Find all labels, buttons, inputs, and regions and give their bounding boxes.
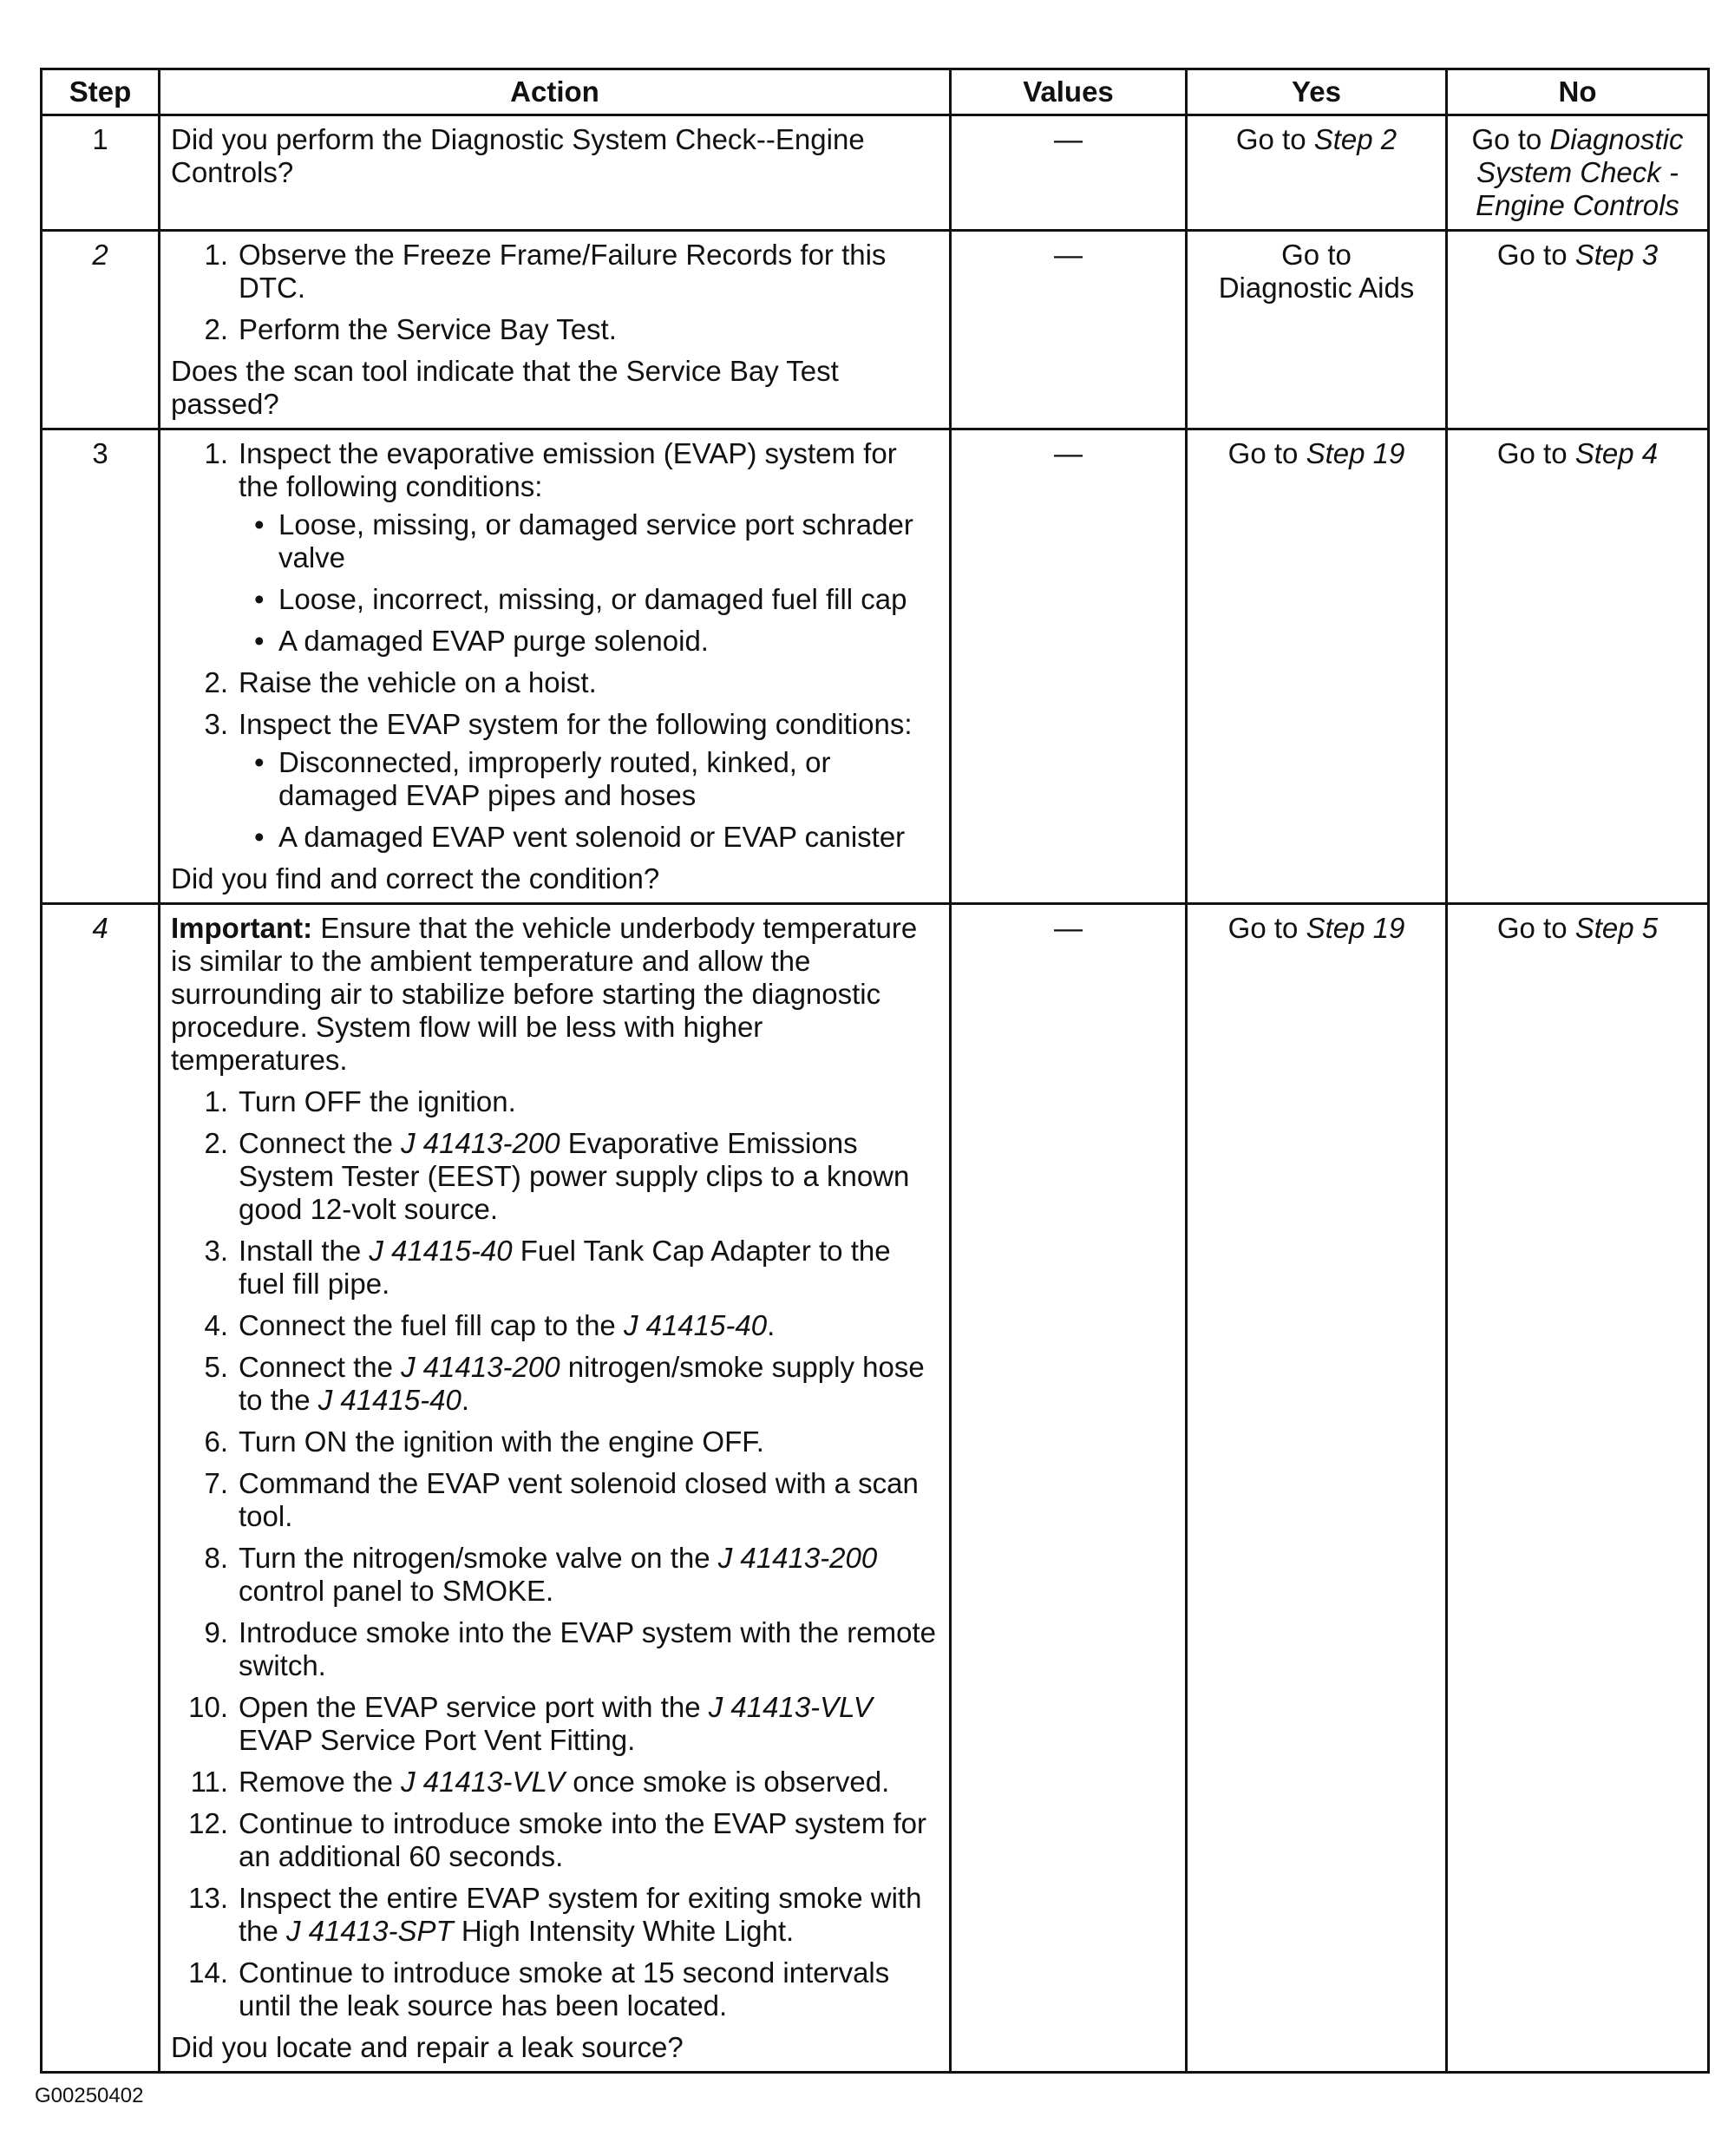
list-item: 8. Turn the nitrogen/smoke valve on the J 41413-200 control panel to SMOKE.	[204, 1542, 878, 1607]
step-number: 4	[42, 904, 160, 2073]
action-cell	[160, 231, 951, 429]
bullet-item: • A damaged EVAP vent solenoid or EVAP canister	[239, 821, 939, 854]
values-cell: —	[951, 904, 1187, 2073]
tool-reference: J 41413-200	[717, 1542, 878, 1574]
yes-prefix: Go to	[1281, 239, 1352, 271]
step-number: 1	[42, 115, 160, 231]
yes-link[interactable]: Step 2	[1313, 123, 1397, 155]
list-item: 1. Turn OFF the ignition.	[204, 1085, 516, 1117]
no-prefix: Go to	[1496, 437, 1575, 469]
no-cell	[1447, 904, 1709, 2073]
yes-cell	[1187, 429, 1447, 904]
no-cell	[1447, 231, 1709, 429]
list-item: 4. Connect the fuel fill cap to the J 41415-40.	[204, 1309, 776, 1341]
tool-reference: J 41413-VLV	[708, 1691, 873, 1723]
list-item: 14. Continue to introduce smoke at 15 second intervals until the leak source has been located.	[188, 1956, 890, 2022]
list-item: 12. Continue to introduce smoke into the EVAP system for an additional 60 seconds.	[188, 1807, 927, 1872]
list-item: 10. Open the EVAP service port with the J 41413-VLV EVAP Service Port Vent Fitting.	[188, 1691, 873, 1756]
bullet-item: • Loose, missing, or damaged service port schrader valve	[239, 508, 939, 574]
no-prefix: Go to	[1471, 123, 1550, 155]
list-item: 7. Command the EVAP vent solenoid closed with a scan tool.	[204, 1467, 919, 1532]
action-question: Does the scan tool indicate that the Service Bay Test passed?	[171, 355, 839, 420]
condition-bullets	[239, 746, 939, 854]
list-item: 2. Perform the Service Bay Test.	[204, 313, 617, 345]
header-no: No	[1447, 69, 1709, 115]
list-item: 1. Inspect the evaporative emission (EVAP) system for the following conditions: • Loose, missing, or damaged service port schrader valve • Loose, incorrect, missing, or damaged fuel fill cap • A damaged EVAP purge solenoid.	[171, 437, 939, 658]
no-link[interactable]: Diagnostic System Check - Engine Controls	[1476, 123, 1684, 221]
action-cell	[160, 904, 951, 2073]
list-item: 6. Turn ON the ignition with the engine OFF.	[204, 1425, 764, 1458]
yes-link[interactable]: Diagnostic Aids	[1218, 272, 1415, 304]
values-cell: —	[951, 429, 1187, 904]
tool-reference: J 41413-VLV	[401, 1766, 566, 1798]
step-number: 3	[42, 429, 160, 904]
list-item: 13. Inspect the entire EVAP system for exiting smoke with the J 41413-SPT High Intensity White Light.	[188, 1882, 922, 1947]
tool-reference: J 41413-200	[401, 1351, 560, 1383]
yes-prefix: Go to	[1227, 912, 1306, 944]
no-link[interactable]: Step 4	[1574, 437, 1659, 469]
yes-cell	[1187, 904, 1447, 2073]
tool-reference: J 41415-40	[317, 1384, 461, 1416]
bullet-item: • Loose, incorrect, missing, or damaged fuel fill cap	[239, 583, 939, 616]
bullet-item: • A damaged EVAP purge solenoid.	[239, 625, 939, 658]
yes-cell	[1187, 231, 1447, 429]
action-question: Did you perform the Diagnostic System Check--Engine Controls?	[171, 123, 865, 188]
values-cell: —	[951, 231, 1187, 429]
header-step: Step	[42, 69, 160, 115]
no-link[interactable]: Step 3	[1574, 239, 1659, 271]
bullet-item: • Disconnected, improperly routed, kinked, or damaged EVAP pipes and hoses	[239, 746, 939, 812]
action-question: Did you find and correct the condition?	[171, 862, 660, 895]
yes-link[interactable]: Step 19	[1306, 437, 1405, 469]
important-note	[171, 912, 939, 1077]
figure-id: G00250402	[35, 2084, 144, 2107]
no-prefix: Go to	[1496, 912, 1575, 944]
yes-link[interactable]: Step 19	[1306, 912, 1405, 944]
list-item: 3. Install the J 41415-40 Fuel Tank Cap Adapter to the fuel fill pipe.	[204, 1235, 891, 1300]
important-text: Ensure that the vehicle underbody temperature is similar to the ambient temperature and allow the surrounding air to stabilize before starting the diagnostic procedure. System flow will be less with higher temperatures.	[171, 912, 918, 1076]
list-item: 1. Observe the Freeze Frame/Failure Records for this DTC.	[204, 239, 887, 304]
header-row	[42, 69, 1709, 115]
diagnostic-table	[40, 68, 1710, 2074]
yes-prefix: Go to	[1235, 123, 1314, 155]
header-action: Action	[160, 69, 951, 115]
action-steps	[171, 1085, 939, 2022]
action-steps	[171, 239, 939, 346]
list-item: 9. Introduce smoke into the EVAP system with the remote switch.	[204, 1616, 936, 1681]
action-question: Did you locate and repair a leak source?	[171, 2031, 684, 2063]
condition-bullets	[239, 508, 939, 658]
no-cell	[1447, 429, 1709, 904]
no-link[interactable]: Step 5	[1574, 912, 1659, 944]
table-row-step-1	[42, 115, 1709, 231]
header-values: Values	[951, 69, 1187, 115]
important-label: Important:	[171, 912, 313, 944]
table-row-step-4	[42, 904, 1709, 2073]
no-cell	[1447, 115, 1709, 231]
table-row-step-2	[42, 231, 1709, 429]
action-cell	[160, 429, 951, 904]
yes-cell	[1187, 115, 1447, 231]
list-item: 3. Inspect the EVAP system for the following conditions: • Disconnected, improperly routed, kinked, or damaged EVAP pipes and hoses • A damaged EVAP vent solenoid or EVAP canister	[171, 708, 939, 854]
list-item: 5. Connect the J 41413-200 nitrogen/smoke supply hose to the J 41415-40.	[204, 1351, 925, 1416]
list-item: 2. Raise the vehicle on a hoist.	[204, 666, 597, 698]
step-number: 2	[42, 231, 160, 429]
action-cell	[160, 115, 951, 231]
action-steps	[171, 437, 939, 854]
table-row-step-3	[42, 429, 1709, 904]
tool-reference: J 41415-40	[623, 1309, 768, 1341]
header-yes: Yes	[1187, 69, 1447, 115]
list-item: 11. Remove the J 41413-VLV once smoke is observed.	[190, 1766, 890, 1798]
tool-reference: J 41413-SPT	[286, 1915, 454, 1947]
no-prefix: Go to	[1496, 239, 1575, 271]
values-cell: —	[951, 115, 1187, 231]
yes-prefix: Go to	[1227, 437, 1306, 469]
tool-reference: J 41415-40	[369, 1235, 513, 1267]
list-item: 2. Connect the J 41413-200 Evaporative Emissions System Tester (EEST) power supply clips to a known good 12-volt source.	[204, 1127, 910, 1225]
tool-reference: J 41413-200	[401, 1127, 560, 1159]
